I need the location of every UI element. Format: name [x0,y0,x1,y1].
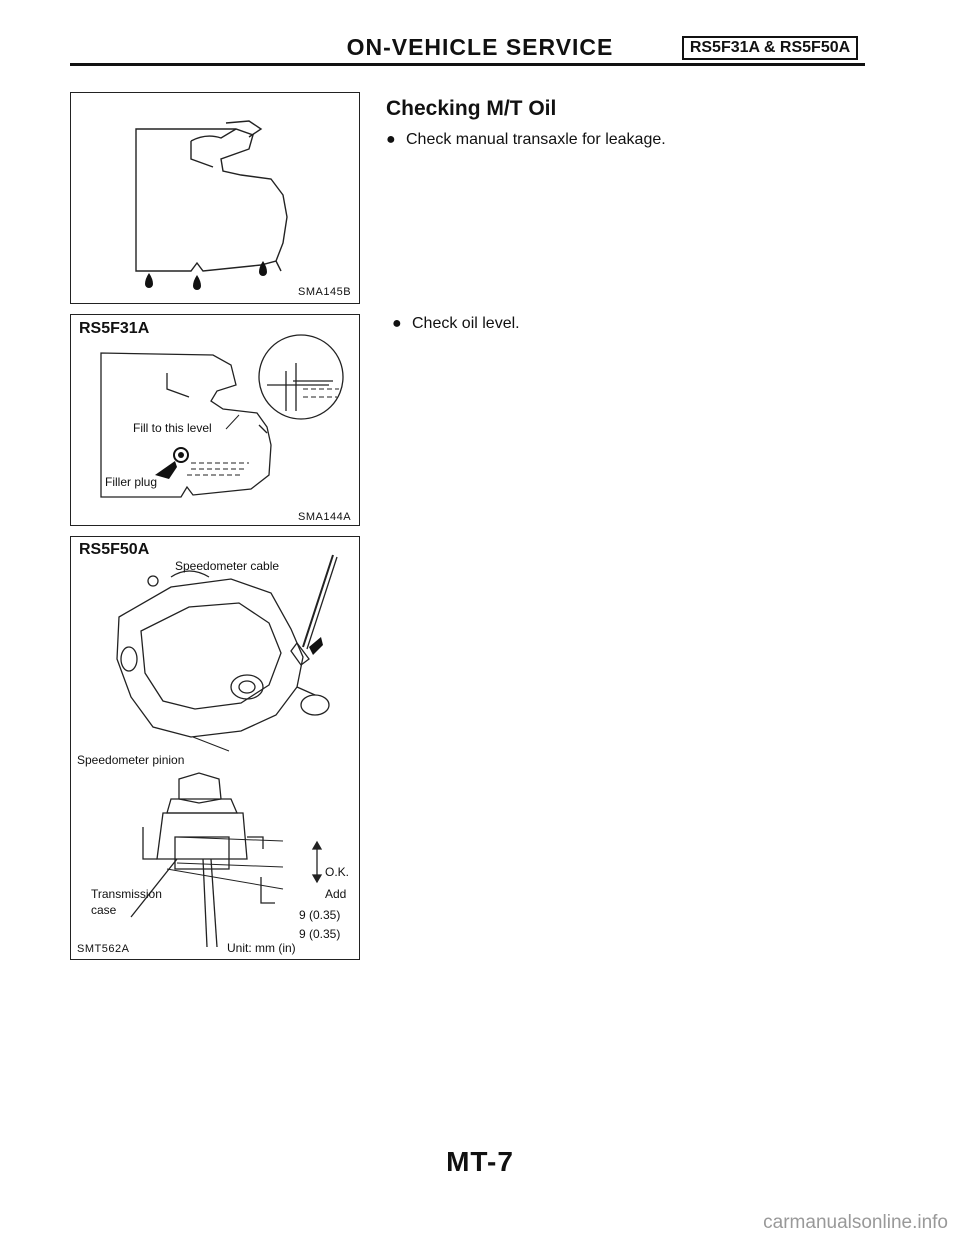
bullet-text: Check manual transaxle for leakage. [406,131,666,148]
figure-rs5f50a [70,536,360,960]
figure-code: SMT562A [77,943,130,955]
bullet-text: Check oil level. [412,315,520,332]
fill-level-label: Fill to this level [133,421,212,435]
bullet-symbol: ● [392,315,402,332]
speedometer-pinion-label: Speedometer pinion [77,753,185,767]
unit-label: Unit: mm (in) [227,941,296,955]
figure-rs5f31a [70,314,360,526]
filler-plug-label: Filler plug [105,475,158,489]
figure-title: RS5F50A [79,541,150,558]
case-label: case [91,903,117,917]
watermark: carmanualsonline.info [763,1212,948,1233]
oil-level-drawing [71,315,359,525]
bullet-symbol: ● [386,131,396,148]
ok-label: O.K. [325,865,350,879]
add-label: Add [325,887,347,901]
page-title: ON-VEHICLE SERVICE [346,34,614,60]
model-tag: RS5F31A & RS5F50A [682,36,858,60]
dimension-1: 9 (0.35) [299,908,341,922]
speedometer-cable-label: Speedometer cable [175,559,280,573]
figure-title: RS5F31A [79,320,150,337]
bullet-leakage [386,131,666,149]
bullet-oil-level [392,315,520,333]
dimension-2: 9 (0.35) [299,927,341,941]
header-rule [70,63,865,66]
figure-code: SMA145B [298,286,352,298]
page-number: MT-7 [446,1146,514,1177]
transaxle-leak-drawing [71,93,359,303]
figure-code: SMA144A [298,511,352,523]
section-heading: Checking M/T Oil [386,97,557,120]
transmission-label: Transmission [91,887,162,901]
figure-leakage [70,92,360,304]
